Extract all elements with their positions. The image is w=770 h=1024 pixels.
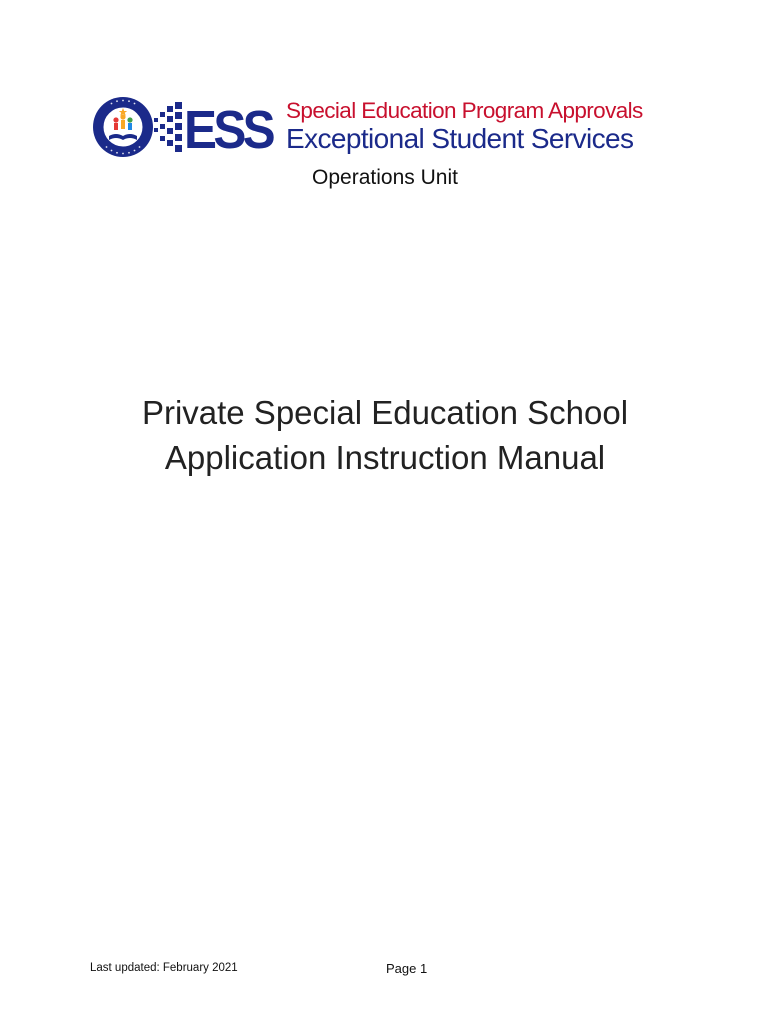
page-number: Page 1	[386, 961, 428, 976]
ess-logo-mark	[154, 102, 274, 152]
document-title-line-2: Application Instruction Manual	[164, 439, 606, 476]
logo-program-title: Special Education Program Approvals	[286, 98, 643, 123]
logo-division-title: Exceptional Student Services	[286, 122, 634, 154]
document-title-line-1: Private Special Education School	[141, 394, 629, 431]
document-title	[0, 390, 770, 480]
logo-text-block	[286, 100, 643, 153]
header-logo	[92, 96, 677, 160]
department-seal-icon	[92, 96, 154, 158]
unit-name: Operations Unit	[312, 166, 458, 189]
last-updated-text: Last updated: February 2021	[90, 962, 238, 974]
ess-logo-text: ESS	[184, 102, 274, 152]
